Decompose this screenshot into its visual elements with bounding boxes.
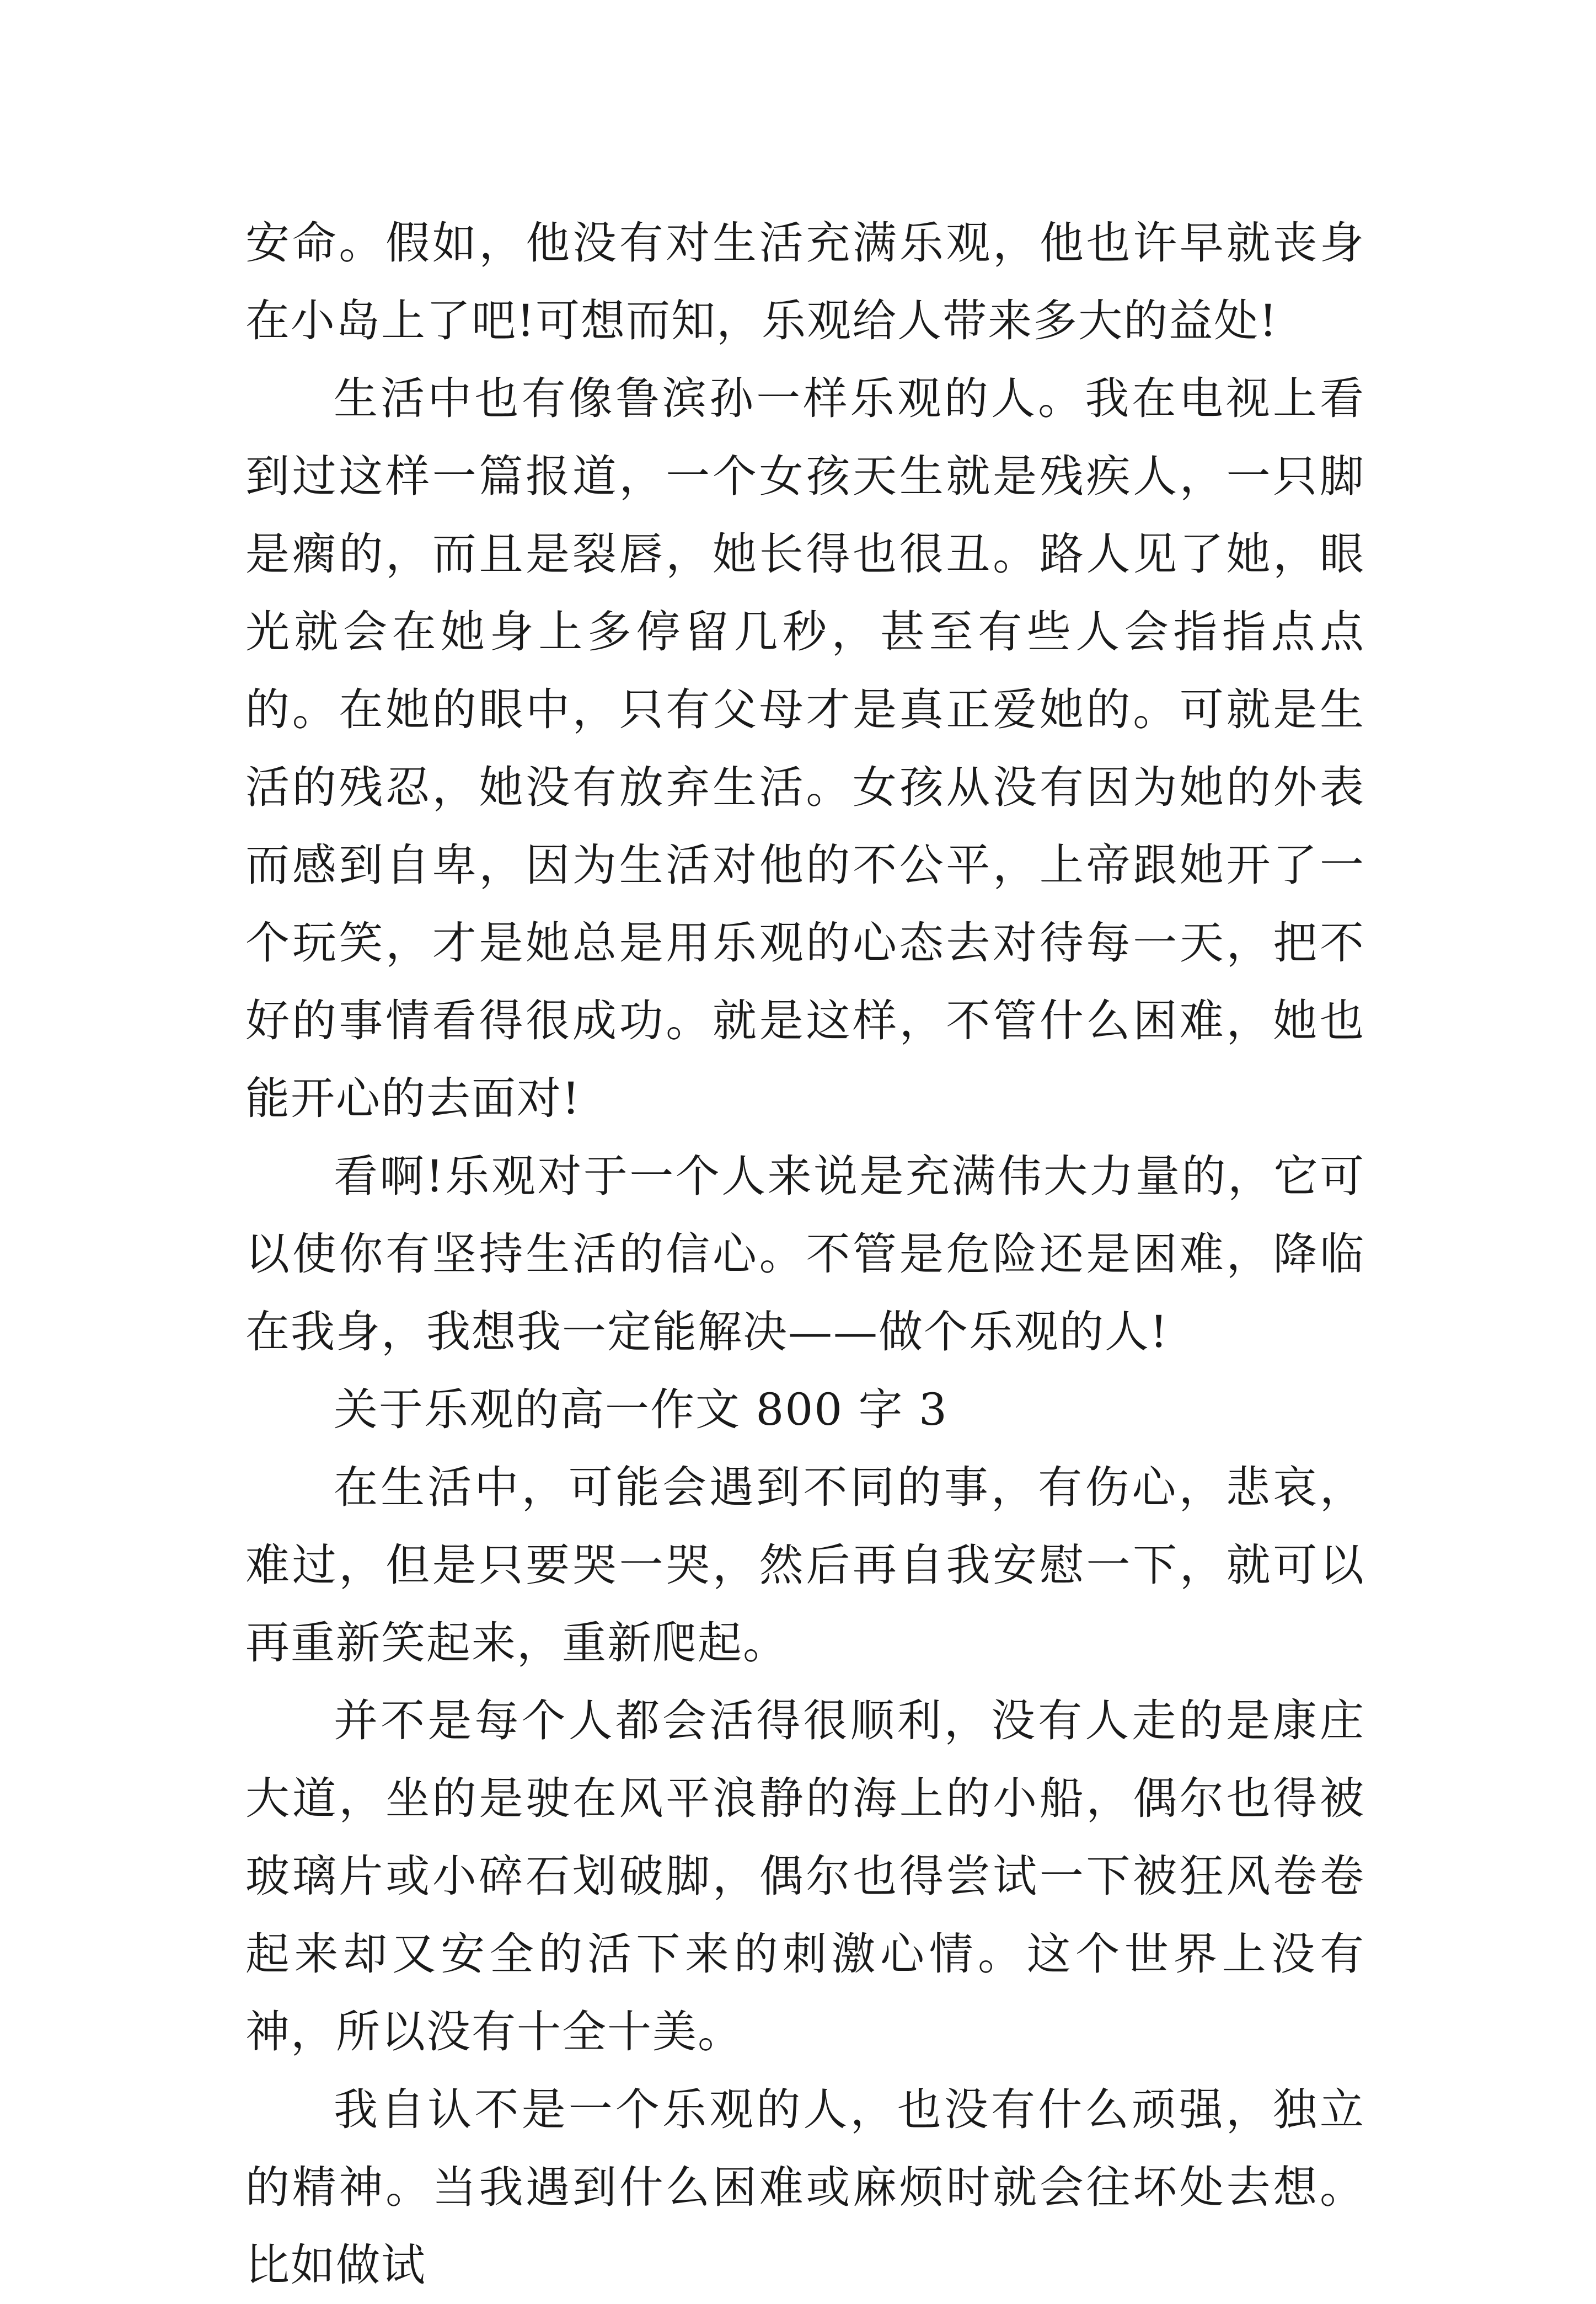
- paragraph-6: 我自认不是一个乐观的人，也没有什么顽强，独立的精神。当我遇到什么困难或麻烦时就会往坏处去想。比如做试: [245, 2084, 1365, 2291]
- paragraph-5: 并不是每个人都会活得很顺利，没有人走的是康庄大道，坐的是驶在风平浪静的海上的小船，偶尔也得被玻璃片或小碎石划破脚，偶尔也得尝试一下被狂风卷卷起来却又安全的活下来的刺激心情。这个世界上没有神，所以没有十全十美。: [245, 1695, 1365, 2057]
- paragraph-1: 安命。假如，他没有对生活充满乐观，他也许早就丧身在小岛上了吧!可想而知，乐观给人带来多大的益处!: [245, 217, 1365, 346]
- document-body: [245, 204, 1365, 2304]
- section-heading: 关于乐观的高一作文 800 字 3: [334, 1384, 948, 1435]
- paragraph-4: 在生活中，可能会遇到不同的事，有伤心，悲哀，难过，但是只要哭一哭，然后再自我安慰一下，就可以再重新笑起来，重新爬起。: [245, 1462, 1365, 1669]
- paragraph-2: 生活中也有像鲁滨孙一样乐观的人。我在电视上看到过这样一篇报道，一个女孩天生就是残疾人，一只脚是瘸的，而且是裂唇，她长得也很丑。路人见了她，眼光就会在她身上多停留几秒，甚至有些人会指指点点的。在她的眼中，只有父母才是真正爱她的。可就是生活的残忍，她没有放弃生活。女孩从没有因为她的外表而感到自卑，因为生活对他的不公平，上帝跟她开了一个玩笑，才是她总是用乐观的心态去对待每一天，把不好的事情看得很成功。就是这样，不管什么困难，她也能开心的去面对!: [245, 373, 1365, 1124]
- paragraph-3: 看啊!乐观对于一个人来说是充满伟大力量的，它可以使你有坚持生活的信心。不管是危险还是困难，降临在我身，我想我一定能解决——做个乐观的人!: [245, 1151, 1365, 1357]
